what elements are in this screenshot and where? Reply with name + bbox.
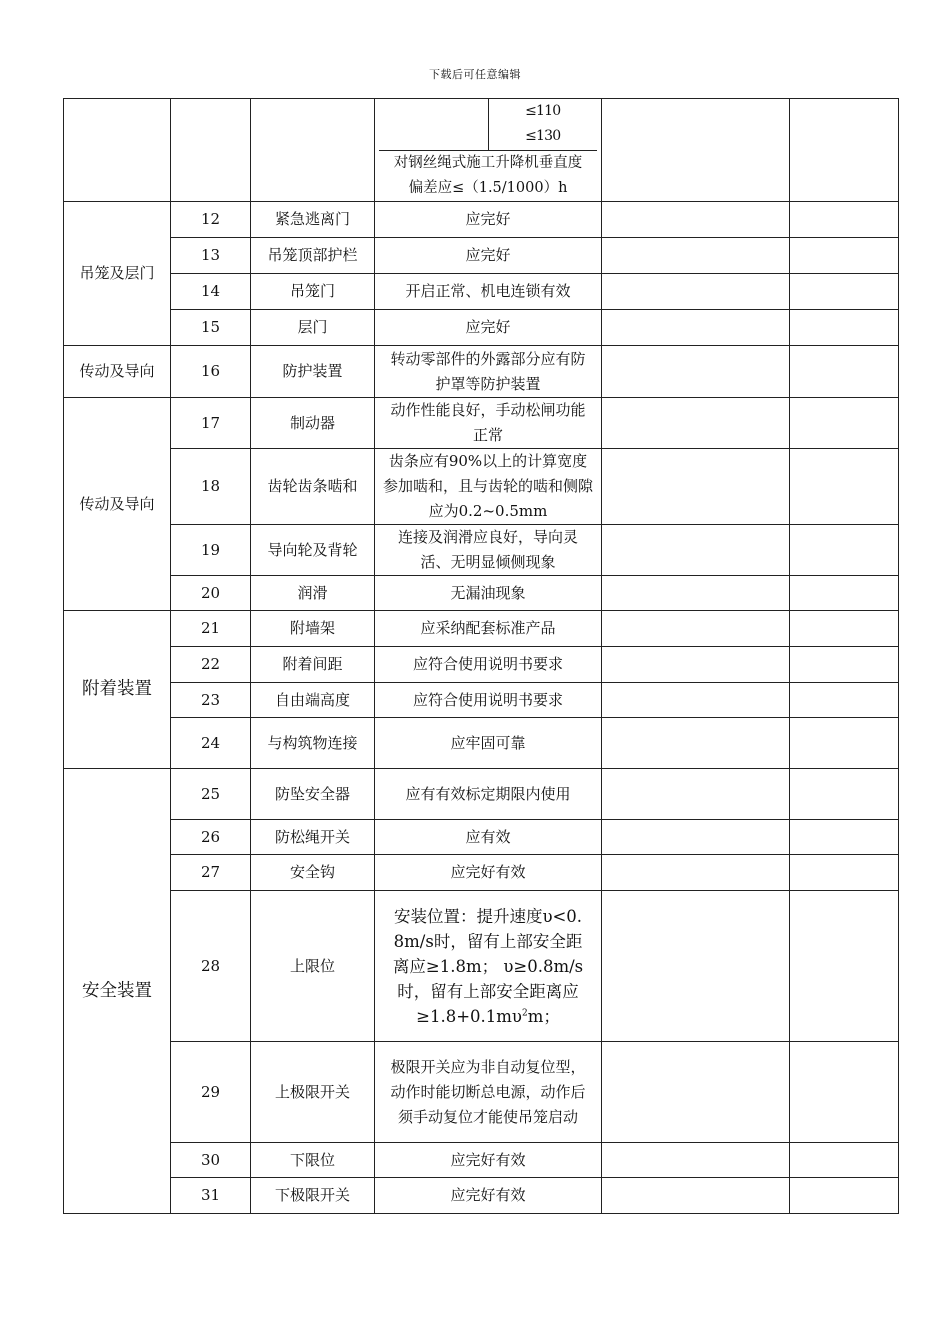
result-cell [602, 310, 790, 346]
remark-cell [790, 820, 899, 855]
category-cell: 传动及导向 [64, 398, 171, 611]
superscript: 2 [521, 1008, 528, 1018]
item-requirement: 应完好有效 [375, 1178, 602, 1214]
item-requirement: 应完好 [375, 310, 602, 346]
cat-cell-empty [64, 99, 171, 202]
table-row [64, 274, 899, 310]
verticality-note: 对钢丝绳式施工升降机垂直度偏差应≤（1.5/1000）h [393, 154, 583, 196]
item-name: 防坠安全器 [251, 769, 375, 820]
table-row [64, 310, 899, 346]
item-name: 附墙架 [251, 611, 375, 647]
item-requirement [375, 891, 602, 1042]
remark-cell [790, 238, 899, 274]
continuation-requirement [375, 99, 602, 202]
remark-cell [790, 449, 899, 525]
item-requirement: 齿条应有90%以上的计算宽度参加啮和，且与齿轮的啮和侧隙应为0.2~0.5mm [375, 449, 602, 525]
item-number: 25 [171, 769, 251, 820]
limit-value: ≤130 [525, 128, 561, 145]
item-number: 26 [171, 820, 251, 855]
upper-limit-text: 安装位置：提升速度υ<0.8m/s时，留有上部安全距离应≥1.8m； [392, 906, 583, 976]
item-name: 润滑 [251, 576, 375, 611]
result-cell [602, 855, 790, 891]
item-requirement: 动作性能良好，手动松闸功能正常 [375, 398, 602, 449]
table-row [64, 525, 899, 576]
item-name: 自由端高度 [251, 683, 375, 718]
table-row [64, 647, 899, 683]
result-cell [602, 820, 790, 855]
category-cell: 安全装置 [64, 769, 171, 1214]
item-name: 紧急逃离门 [251, 202, 375, 238]
item-name: 层门 [251, 310, 375, 346]
item-name: 上限位 [251, 891, 375, 1042]
result-cell [602, 346, 790, 398]
table-row [64, 718, 899, 769]
item-name: 上极限开关 [251, 1042, 375, 1143]
item-number: 18 [171, 449, 251, 525]
result-cell [602, 769, 790, 820]
item-name: 导向轮及背轮 [251, 525, 375, 576]
item-number: 12 [171, 202, 251, 238]
item-name: 安全钩 [251, 855, 375, 891]
result-cell [602, 202, 790, 238]
result-cell [602, 718, 790, 769]
remark-cell [790, 274, 899, 310]
limit-value: ≤110 [525, 103, 561, 120]
remark-cell [790, 1042, 899, 1143]
item-requirement: 极限开关应为非自动复位型，动作时能切断总电源，动作后须手动复位才能使吊笼启动 [375, 1042, 602, 1143]
item-requirement: 无漏油现象 [375, 576, 602, 611]
item-requirement: 应完好有效 [375, 1143, 602, 1178]
item-number: 16 [171, 346, 251, 398]
table-row [64, 238, 899, 274]
table-row [64, 891, 899, 1042]
result-cell [602, 683, 790, 718]
item-requirement: 应符合使用说明书要求 [375, 647, 602, 683]
result-cell [602, 647, 790, 683]
inspection-table [63, 98, 899, 1214]
page-header: 下载后可任意编辑 [429, 68, 521, 81]
item-number: 14 [171, 274, 251, 310]
remark-cell [790, 647, 899, 683]
result-cell [602, 1042, 790, 1143]
item-name: 防护装置 [251, 346, 375, 398]
table-row [64, 202, 899, 238]
result-cell [602, 1178, 790, 1214]
result-cell [602, 891, 790, 1042]
table-row [64, 1042, 899, 1143]
item-requirement: 开启正常、机电连锁有效 [375, 274, 602, 310]
item-name: 防松绳开关 [251, 820, 375, 855]
table-row [64, 683, 899, 718]
item-requirement: 应完好 [375, 238, 602, 274]
remark-cell [790, 718, 899, 769]
item-number: 30 [171, 1143, 251, 1178]
item-number: 21 [171, 611, 251, 647]
remark-cell [790, 99, 899, 202]
table-row [64, 769, 899, 820]
remark-cell [790, 202, 899, 238]
result-cell [602, 398, 790, 449]
item-number: 22 [171, 647, 251, 683]
item-name: 吊笼顶部护栏 [251, 238, 375, 274]
result-cell [602, 449, 790, 525]
remark-cell [790, 398, 899, 449]
item-number: 27 [171, 855, 251, 891]
item-requirement: 应完好有效 [375, 855, 602, 891]
remark-cell [790, 1178, 899, 1214]
table-row [64, 576, 899, 611]
item-requirement: 连接及润滑应良好，导向灵活、无明显倾侧现象 [375, 525, 602, 576]
table-row [64, 1143, 899, 1178]
upper-limit-text: υ≥0.8m/s时，留有上部安全距离应 [397, 956, 584, 1001]
result-cell [602, 611, 790, 647]
table-row [64, 611, 899, 647]
item-requirement: 应有效 [375, 820, 602, 855]
item-name: 附着间距 [251, 647, 375, 683]
result-cell [602, 274, 790, 310]
item-name: 下极限开关 [251, 1178, 375, 1214]
item-number: 31 [171, 1178, 251, 1214]
remark-cell [790, 525, 899, 576]
table-row [64, 855, 899, 891]
result-cell [602, 576, 790, 611]
item-requirement: 转动零部件的外露部分应有防护罩等防护装置 [375, 346, 602, 398]
category-cell: 吊笼及层门 [64, 202, 171, 346]
item-requirement: 应有有效标定期限内使用 [375, 769, 602, 820]
upper-limit-formula: ≥1.8+0.1mυ [416, 1006, 522, 1026]
remark-cell [790, 891, 899, 1042]
category-cell: 传动及导向 [64, 346, 171, 398]
table-row [64, 346, 899, 398]
item-number: 28 [171, 891, 251, 1042]
category-cell: 附着装置 [64, 611, 171, 769]
remark-cell [790, 855, 899, 891]
result-cell [602, 238, 790, 274]
item-number: 19 [171, 525, 251, 576]
table-row [64, 1178, 899, 1214]
result-cell [602, 525, 790, 576]
upper-limit-unit: m； [527, 1006, 560, 1026]
remark-cell [790, 310, 899, 346]
table-row [64, 449, 899, 525]
item-number: 13 [171, 238, 251, 274]
item-name: 吊笼门 [251, 274, 375, 310]
item-number: 23 [171, 683, 251, 718]
remark-cell [790, 576, 899, 611]
table-row [64, 398, 899, 449]
item-name: 齿轮齿条啮和 [251, 449, 375, 525]
item-name: 下限位 [251, 1143, 375, 1178]
result-cell [602, 1143, 790, 1178]
continuation-row [64, 99, 899, 202]
item-number: 24 [171, 718, 251, 769]
item-name: 与构筑物连接 [251, 718, 375, 769]
remark-cell [790, 769, 899, 820]
item-number: 15 [171, 310, 251, 346]
remark-cell [790, 611, 899, 647]
item-requirement: 应符合使用说明书要求 [375, 683, 602, 718]
table-row [64, 820, 899, 855]
remark-cell [790, 683, 899, 718]
no-cell-empty [171, 99, 251, 202]
result-cell [602, 99, 790, 202]
item-number: 17 [171, 398, 251, 449]
item-requirement: 应采纳配套标准产品 [375, 611, 602, 647]
item-requirement: 应牢固可靠 [375, 718, 602, 769]
item-cell-empty [251, 99, 375, 202]
item-name: 制动器 [251, 398, 375, 449]
item-number: 29 [171, 1042, 251, 1143]
remark-cell [790, 1143, 899, 1178]
item-number: 20 [171, 576, 251, 611]
remark-cell [790, 346, 899, 398]
item-requirement: 应完好 [375, 202, 602, 238]
